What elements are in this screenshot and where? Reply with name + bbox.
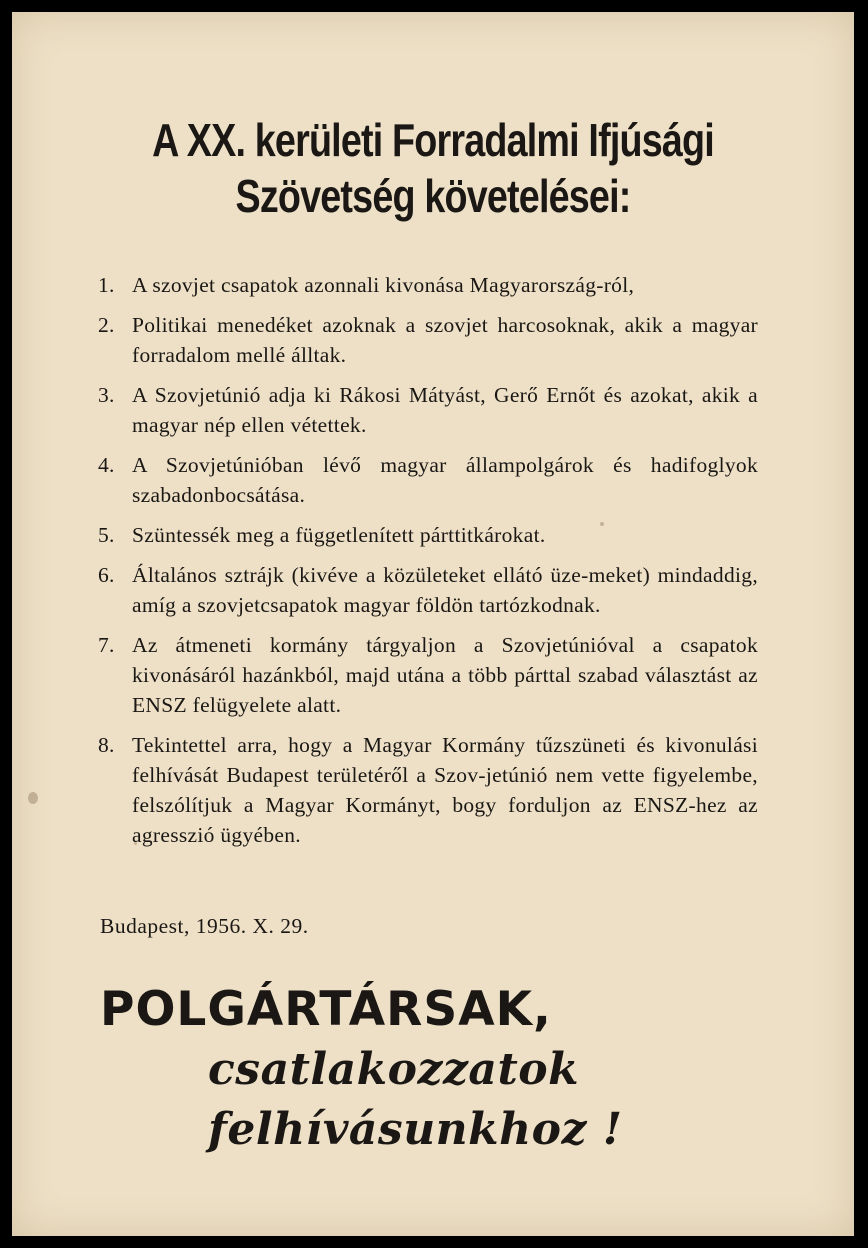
call-line-2: csatlakozzatok bbox=[208, 1044, 580, 1095]
demand-text: Általános sztrájk (kivéve a közületeket ellátó üze-meket) mindaddig, amíg a szovjetcsapatok magyar földön tartózkodnak. bbox=[132, 563, 758, 617]
leaflet-title bbox=[88, 112, 778, 224]
demand-text: A Szovjetúnió adja ki Rákosi Mátyást, Gerő Ernőt és azokat, akik a magyar nép ellen vétettek. bbox=[132, 383, 758, 437]
stain-mark bbox=[28, 792, 38, 804]
dateline: Budapest, 1956. X. 29. bbox=[100, 914, 309, 938]
demands-list bbox=[98, 270, 758, 860]
demand-number: 5. bbox=[98, 523, 115, 547]
call-line-3: felhívásunkhoz ! bbox=[208, 1104, 623, 1155]
demand-number: 2. bbox=[98, 313, 115, 337]
demand-number: 8. bbox=[98, 733, 115, 757]
demand-text: Politikai menedéket azoknak a szovjet harcosoknak, akik a magyar forradalom mellé álltak. bbox=[132, 313, 758, 367]
demand-number: 1. bbox=[98, 273, 115, 297]
demand-item bbox=[98, 270, 758, 300]
leaflet bbox=[12, 12, 854, 1236]
demand-text: Tekintettel arra, hogy a Magyar Kormány tűzszüneti és kivonulási felhívását Budapest területéről a Szov-jetúnió nem vette figyelembe, felszólítjuk a Magyar Kormányt, bogy forduljon az ENSZ-hez az agresszió ügyében. bbox=[132, 733, 758, 847]
demand-item bbox=[98, 450, 758, 510]
demand-number: 4. bbox=[98, 453, 115, 477]
demand-item bbox=[98, 630, 758, 720]
demand-item bbox=[98, 310, 758, 370]
demand-text: A szovjet csapatok azonnali kivonása Magyarország-ról, bbox=[132, 273, 635, 297]
call-heading: POLGÁRTÁRSAK, bbox=[100, 982, 552, 1037]
demand-item bbox=[98, 520, 758, 550]
demand-text: A Szovjetúnióban lévő magyar állampolgárok és hadifoglyok szabadonbocsátása. bbox=[132, 453, 758, 507]
title-line-2: Szövetség követelései: bbox=[235, 170, 631, 222]
demand-number: 7. bbox=[98, 633, 115, 657]
demand-text: Szüntessék meg a függetlenített párttitkárokat. bbox=[132, 523, 546, 547]
demand-number: 3. bbox=[98, 383, 115, 407]
demand-text: Az átmeneti kormány tárgyaljon a Szovjetúnióval a csapatok kivonásáról hazánkból, majd utána a több párttal szabad választást az ENSZ felügyelete alatt. bbox=[132, 633, 758, 717]
demand-item bbox=[98, 560, 758, 620]
title-line-1: A XX. kerületi Forradalmi Ifjúsági bbox=[152, 114, 714, 166]
demand-number: 6. bbox=[98, 563, 115, 587]
demand-item bbox=[98, 730, 758, 850]
demand-item bbox=[98, 380, 758, 440]
